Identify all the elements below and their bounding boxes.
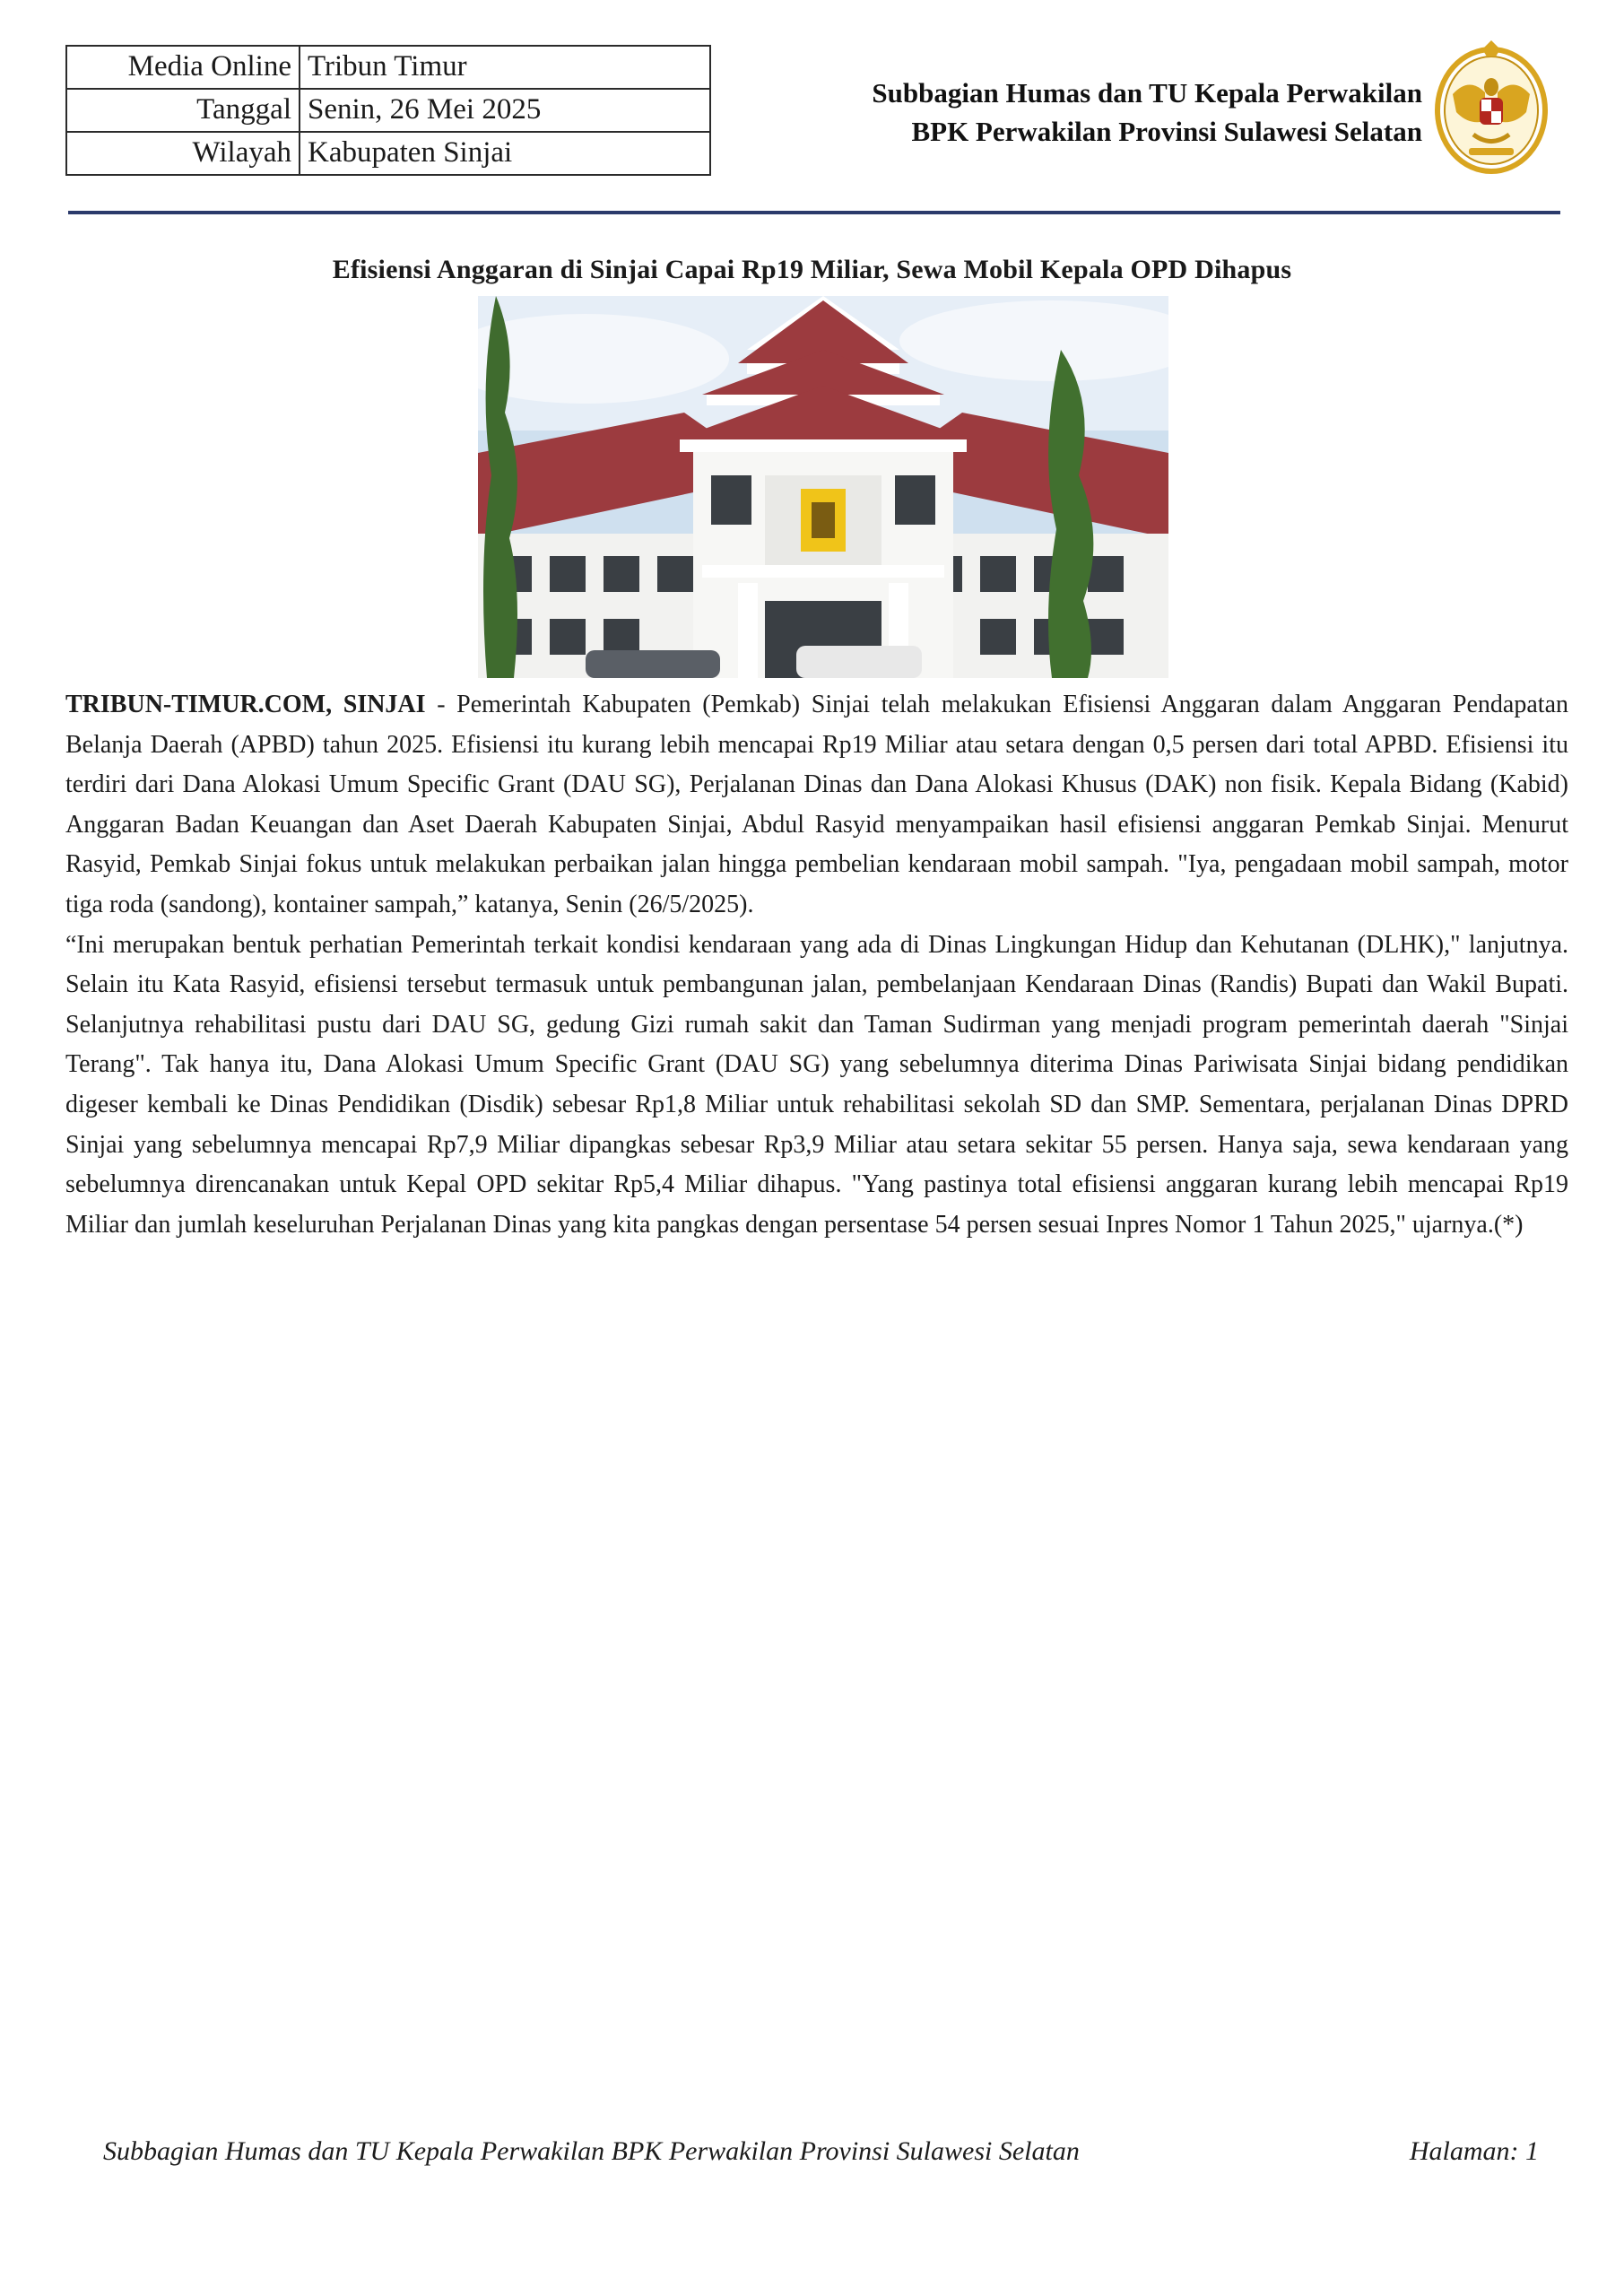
government-building-photo — [478, 296, 1168, 678]
media-info-table — [65, 45, 711, 176]
table-row — [66, 89, 710, 132]
footer-org: Subbagian Humas dan TU Kepala Perwakilan BPK Perwakilan Provinsi Sulawesi Selatan — [103, 2136, 1080, 2166]
header-divider — [68, 211, 1560, 214]
table-row — [66, 132, 710, 175]
paragraph-1-text: - Pemerintah Kabupaten (Pemkab) Sinjai telah melakukan Efisiensi Anggaran dalam Anggaran Pendapatan Belanja Daerah (APBD) tahun 2025. Efisiensi itu kurang lebih mencapai Rp19 Miliar atau setara dengan 0,5 persen dari total APBD. Efisiensi itu terdiri dari Dana Alokasi Umum Specific Grant (DAU SG), Perjalanan Dinas dan Dana Alokasi Khusus (DAK) non fisik. Kepala Bidang (Kabid) Anggaran Badan Keuangan dan Aset Daerah Kabupaten Sinjai, Abdul Rasyid menyampaikan hasil efisiensi anggaran Pemkab Sinjai. Menurut Rasyid, Pemkab Sinjai fokus untuk melakukan perbaikan jalan hingga pembelian kendaraan mobil sampah. "Iya, pengadaan mobil sampah, motor tiga roda (sandong), kontainer sampah,” katanya, Senin (26/5/2025). — [65, 691, 1568, 918]
garuda-emblem-icon — [1433, 40, 1550, 175]
region-label: Wilayah — [66, 132, 300, 175]
article-paragraph-2: “Ini merupakan bentuk perhatian Pemerintah terkait kondisi kendaraan yang ada di Dinas Lingkungan Hidup dan Kehutanan (DLHK)," lanjutnya. Selain itu Kata Rasyid, efisiensi tersebut termasuk untuk pembangunan jalan, pembelanjaan Kendaraan Dinas (Randis) Bupati dan Wakil Bupati. Selanjutnya rehabilitasi pustu dari DAU SG, gedung Gizi rumah sakit dan Taman Sudirman yang menjadi program pemerintah daerah "Sinjai Terang". Tak hanya itu, Dana Alokasi Umum Specific Grant (DAU SG) yang sebelumnya diterima Dinas Pariwisata Sinjai bidang pendidikan digeser kembali ke Dinas Pendidikan (Disdik) sebesar Rp1,8 Miliar untuk rehabilitasi sekolah SD dan SMP. Sementara, perjalanan Dinas DPRD Sinjai yang sebelumnya mencapai Rp7,9 Miliar dipangkas sebesar Rp3,9 Miliar atau setara sekitar 55 persen. Hanya saja, sewa kendaraan yang sebelumnya direncanakan untuk Kepal OPD sekitar Rp5,4 Miliar dihapus. "Yang pastinya total efisiensi anggaran kurang lebih mencapai Rp19 Miliar dan jumlah keseluruhan Perjalanan Dinas yang kita pangkas dengan persentase 54 persen sesuai Inpres Nomor 1 Tahun 2025," ujarnya.(*) — [65, 930, 1568, 1239]
article-paragraph — [65, 685, 1568, 926]
media-value: Tribun Timur — [300, 46, 710, 89]
date-value: Senin, 26 Mei 2025 — [300, 89, 710, 132]
article-title: Efisiensi Anggaran di Sinjai Capai Rp19 Miliar, Sewa Mobil Kepala OPD Dihapus — [332, 255, 1292, 284]
table-row — [66, 46, 710, 89]
region-value: Kabupaten Sinjai — [300, 132, 710, 175]
article-body — [65, 685, 1568, 1245]
org-header-line2: BPK Perwakilan Provinsi Sulawesi Selatan — [911, 116, 1422, 147]
org-header-line1: Subbagian Humas dan TU Kepala Perwakilan — [872, 77, 1422, 109]
org-header — [872, 74, 1422, 151]
dateline: TRIBUN-TIMUR.COM, SINJAI — [65, 691, 426, 718]
date-label: Tanggal — [66, 89, 300, 132]
page-number: Halaman: 1 — [1409, 2136, 1539, 2166]
media-label: Media Online — [66, 46, 300, 89]
